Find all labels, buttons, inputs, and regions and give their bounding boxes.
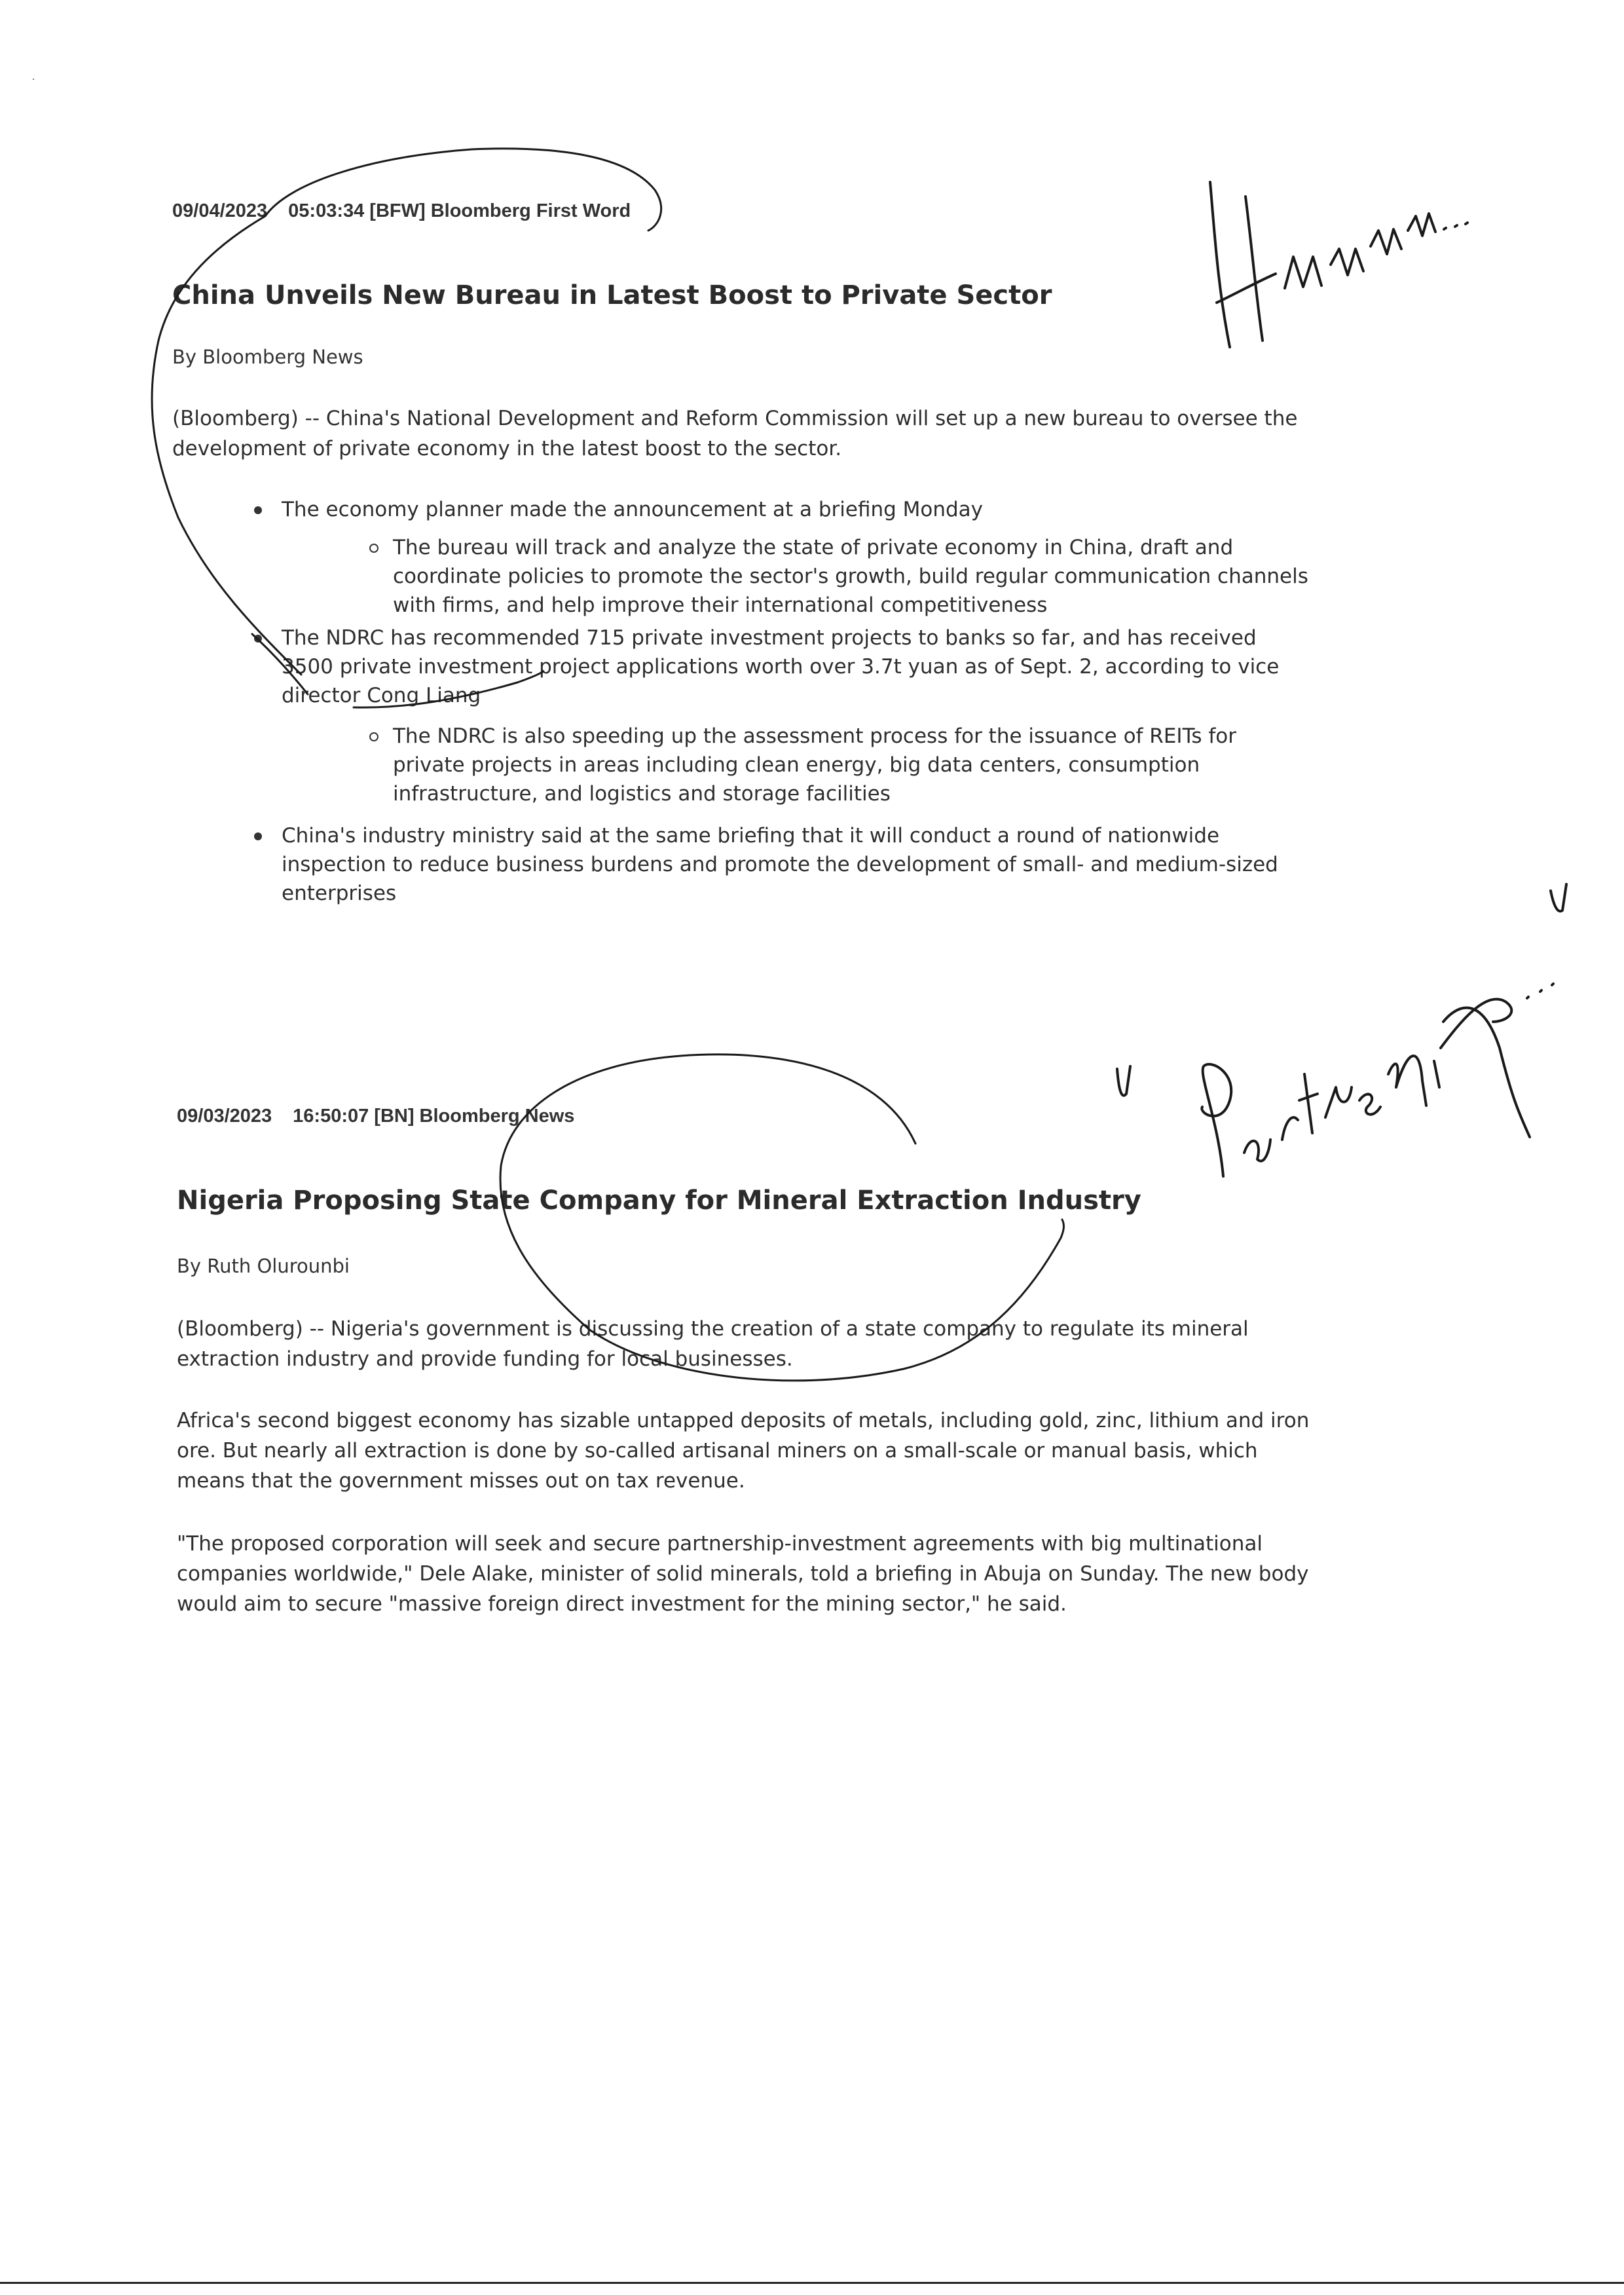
bullet-item: The economy planner made the announcement at a briefing Monday [282,495,1310,524]
sub-bullet-item: The NDRC is also speeding up the assessment process for the issuance of REITs for private projects in areas including clean energy, big data centers, consumption infrastructure, and logistics and storage facilities [393,722,1310,808]
lead-paragraph: (Bloomberg) -- China's National Development and Reform Commission will set up a new bureau to oversee the development of private economy in the latest boost to the sector. [172,407,1298,460]
paragraph: "The proposed corporation will seek and secure partnership-investment agreements with big multinational companies worldwide," Dele Alake, minister of solid minerals, told a briefing in Abuja on Sunday. The new body would aim to secure "massive foreign direct investment for the mining sector," he said. [177,1532,1309,1616]
article-date: 09/04/2023 [172,200,268,221]
headline: Nigeria Proposing State Company for Mineral Extraction Industry [177,1185,1141,1216]
paragraph: Africa's second biggest economy has sizable untapped deposits of metals, including gold, zinc, lithium and iron ore. But nearly all extraction is done by so-called artisanal miners on a small-scale or manual basis, which means that the government misses out on tax revenue. [177,1409,1310,1493]
bottom-rule [0,2282,1624,2284]
headline: China Unveils New Bureau in Latest Boost to Private Sector [172,280,1052,310]
pen-note-hmmm [1210,182,1467,347]
article-date: 09/03/2023 [177,1106,272,1127]
scan-speck [33,79,34,80]
bullet-item: The NDRC has recommended 715 private investment projects to banks so far, and has received 3500 private investment project applications worth over 3.7t yuan as of Sept. 2, according to vice director Cong Liang [282,624,1310,710]
dateline [172,200,652,222]
sub-bullet-item: The bureau will track and analyze the state of private economy in China, draft and coordinate policies to promote the sector's growth, build regular communication channels with firms, and help improve their international competitiveness [393,533,1310,620]
pen-note-partnership [1117,884,1566,1176]
byline: By Bloomberg News [172,346,363,368]
paragraph: (Bloomberg) -- Nigeria's government is discussing the creation of a state company to regulate its mineral extraction industry and provide funding for local businesses. [177,1317,1249,1371]
bullet-item: China's industry ministry said at the same briefing that it will conduct a round of nationwide inspection to reduce business burdens and promote the development of small- and medium-sized enterprises [282,821,1310,908]
dateline [177,1106,595,1127]
article-time-source: 05:03:34 [BFW] Bloomberg First Word [288,200,631,221]
bullet-list [282,495,1310,908]
article-time-source: 16:50:07 [BN] Bloomberg News [293,1106,575,1127]
byline: By Ruth Olurounbi [177,1255,350,1277]
